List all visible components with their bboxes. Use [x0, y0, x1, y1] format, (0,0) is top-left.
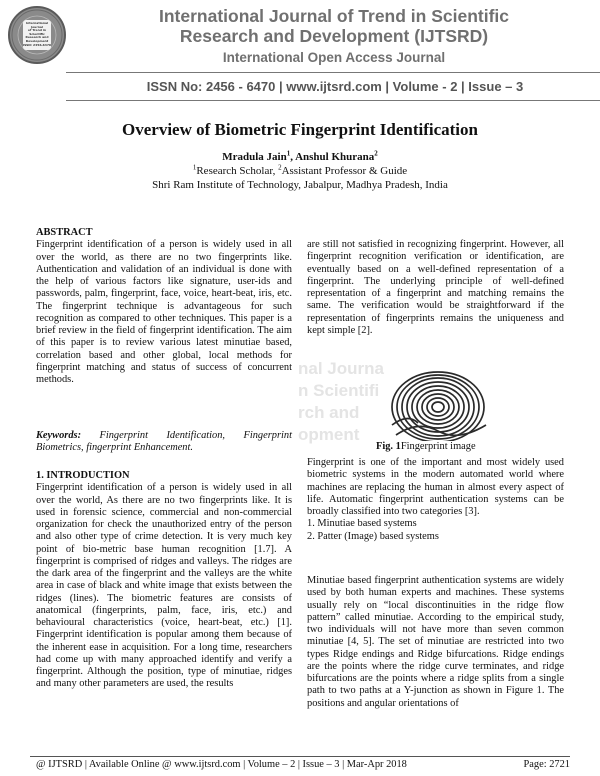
issn-volume-line: ISSN No: 2456 - 6470 | www.ijtsrd.com | Volume - 2 | Issue – 3 [146, 79, 524, 94]
list-item-minutiae: 1. Minutiae based systems [307, 518, 417, 530]
page-number: Page: 2721 [523, 759, 570, 770]
authors-line: Mradula Jain$^1$, Anshul Khurana$^2$ [222, 149, 378, 163]
footer-rule [30, 756, 570, 757]
figure-caption [376, 441, 516, 452]
introduction-section [36, 470, 292, 691]
keywords-label: Keywords: [36, 430, 82, 441]
abstract-text: Fingerprint identification of a person is widely used in all over the world, as there are no two fingerprints like. Authentication and validation of an individual is done with the help of various factors like signature, user-ids and passwords, palm, fingerprint, face, voice, heart-beat, iris, etc. The fingerprint technique is advantageous for such recognition as compared to other techniques. This paper is a brief review in the field of fingerprint identification. The aim of this paper is to review various latest minutiae based, correlation based and other global, local methods for fingerprint matching and status of success of concurrent methods. [36, 239, 292, 385]
right-paragraph-1: are still not satisfied in recognizing fingerprint. However, all fingerprint recognition verification or identification, are eventually based on a well-defined representation of a fingerprint. The underlying principle of well-defined representation of a fingerprint and matching remains the same. The verification would be straightforward if the representation of fingerprints remains the uniqueness and kept simple [2]. [307, 239, 564, 336]
figure-label: Fig. 1 [376, 441, 401, 452]
right-paragraph-2: Fingerprint is one of the important and most widely used biometric systems in the modern automated world where machines are replacing the human in almost every aspect of life. Automatic fingerprint authentication systems can be broadly classified into two categories [3]. 1. Minutiae based systems 2. Patter (Image) based systems [307, 457, 564, 542]
header-rule-top [66, 72, 600, 73]
author-2: Anshul Khurana [295, 151, 375, 163]
introduction-text: Fingerprint identification of a person is widely used in all over the world, As there are no two fingerprints like. It is used in forensic science, commercial and non-commercial organization for check the unauthorized entry of the person and also other type of crime detection. It is very much key point of bio-metric base human recognition [1.7]. A fingerprint is comprised of ridges and valleys. The ridges are the dark area of the fingerprint and the valleys are the white area in case of black and white image that exists between the ridges (lines). The biometric features are consists of anatomical (fingerprints, palm, face, iris, etc.) and behavioural characteristics (voice, heart-beat, etc.) [1]. Fingerprint identification is popular among them because of the inherent ease in acquisition. For a long time, researchers had come up with many approached identify and verify a fingerprint. Although the position, type of minutiae, ridges and many other parameters are used, the results [36, 482, 292, 690]
journal-title: International Journal of Trend in Scientific Research and Development (IJTSRD) [158, 6, 510, 46]
journal-logo [8, 6, 66, 64]
figure-caption-text: Fingerprint image [400, 441, 476, 452]
abstract-section [36, 227, 292, 386]
fingerprint-image [388, 365, 494, 441]
open-access-label: International Open Access Journal [222, 50, 446, 65]
right-paragraph-3: Minutiae based fingerprint authentication systems are widely used by both human experts and machines. These systems usually rely on “local discontinuities in the ridge flow pattern” called minutiae. According to the empirical study, two individuals will not have more than seven common minutiae [4, 5]. The set of minutiae are restricted into two types Ridge endings and Ridge bifurcations. Ridge endings are the points where the ridge curve terminates, and ridge bifurcations are the points where a ridge splits from a single path to two paths at a Y-junction as shown in Figure 1. The positions and angular orientations of [307, 575, 564, 709]
logo-seal-text: International Journal of Trend in Scientific Research and Development ISSN: 2456-6470 [23, 20, 51, 50]
footer-text: @ IJTSRD | Available Online @ www.ijtsrd.com | Volume – 2 | Issue – 3 | Mar-Apr 2018 [36, 759, 407, 770]
paper-title: Overview of Biometric Fingerprint Identification [122, 120, 478, 139]
introduction-heading: 1. INTRODUCTION [36, 470, 130, 481]
keywords-section [36, 430, 292, 455]
list-item-pattern: 2. Patter (Image) based systems [307, 530, 439, 542]
author-roles: $^1$Research Scholar, $^2$Assistant Professor & Guide [192, 163, 408, 177]
abstract-heading: ABSTRACT [36, 227, 93, 238]
author-1: Mradula Jain [222, 151, 287, 163]
watermark-text: nal Journa n Scientifi rch and opment [298, 359, 384, 444]
affiliation: Shri Ram Institute of Technology, Jabalpur, Madhya Pradesh, India [152, 179, 448, 191]
keywords-text: Fingerprint Identification, Fingerprint Biometrics, fingerprint Enhancement. [36, 430, 292, 454]
header-rule-bottom [66, 100, 600, 101]
